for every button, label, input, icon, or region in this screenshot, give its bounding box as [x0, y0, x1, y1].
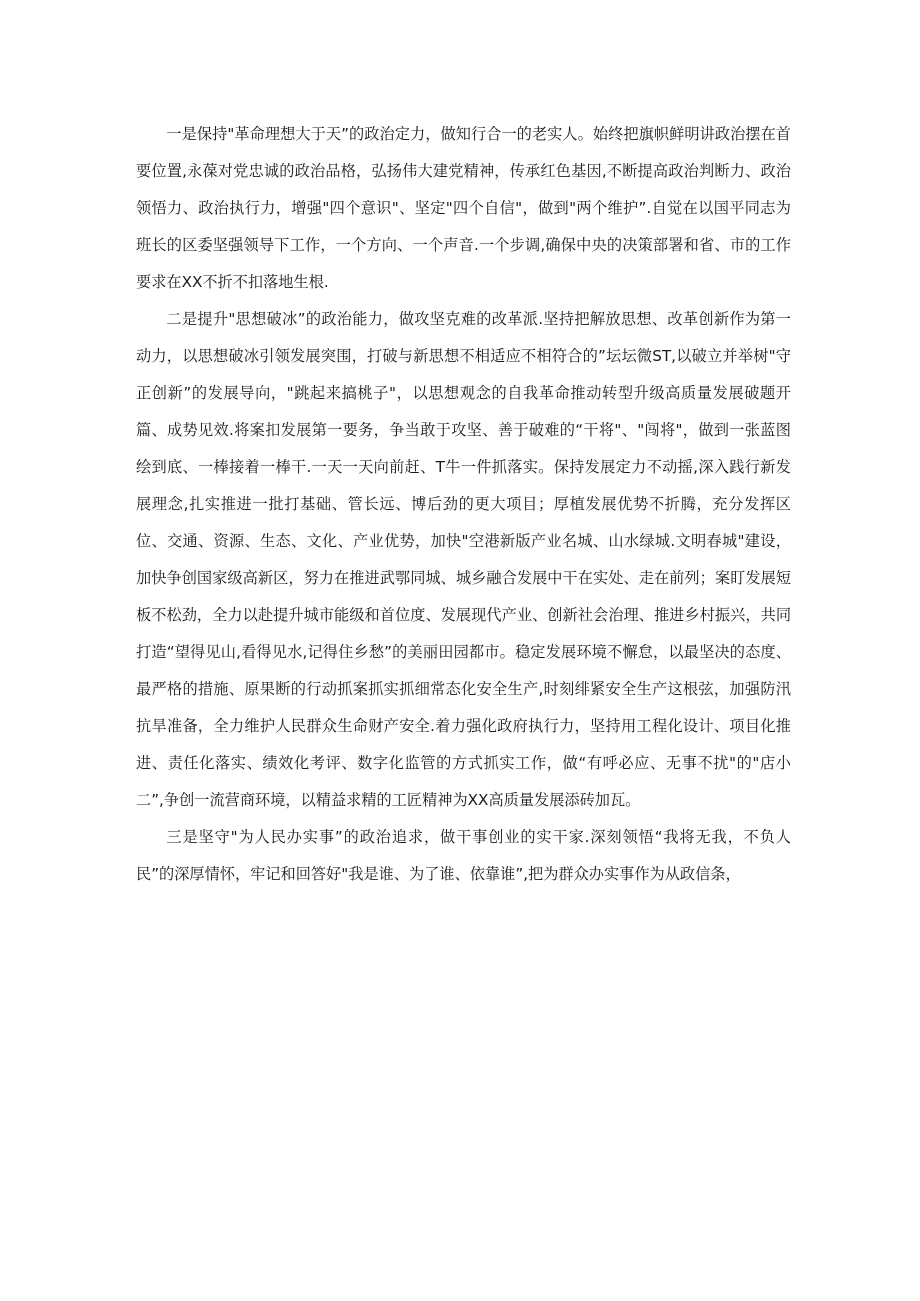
paragraph-2: 二是提升"思想破冰”的政治能力，做攻坚克难的改革派.坚持把解放思想、改革创新作为第一动力，以思想破冰引领发展突围，打破与新思想不相适应不相符合的”坛坛微ST,以破立并举树"守正创新”的发展导向，"跳起来搞桃子"，以思想观念的自我革命推动转型升级高质量发展破题开篇、成势见效.将案扣发展第一要务，争当敢于攻坚、善于破难的“干将"、"闯将"，做到一张蓝图绘到底、一棒接着一棒干.一天一天向前赶、T牛一件抓落实。保持发展定力不动摇,深入践行新发展理念,扎实推进一批打基础、管长远、博后劲的更大项目；厚植发展优势不折腾，充分发挥区位、交通、资源、生态、文化、产业优势，加快"空港新版产业名城、山水绿城.文明春城"建设，加快争创国家级高新区，努力在推进武鄂同城、城乡融合发展中干在实处、走在前列；案盯发展短板不松劲，全力以赴提升城市能级和首位度、发展现代产业、创新社会治理、推进乡村振兴，共同打造“望得见山,看得见水,记得住乡愁”的美丽田园都市。稳定发展环境不懈怠，以最坚决的态度、最严格的措施、原果断的行动抓案抓实抓细常态化安全生产,时刻绯紧安全生产这根弦，加强防汛抗旱准备，全力维护人民群众生命财产安全.着力强化政府执行力，坚持用工程化设计、项目化推进、责任化落实、绩效化考评、数字化监管的方式抓实工作，做“有呼必应、无事不扰"的"店小二”,争创一流营商环境，以精益求精的工匠精神为XX高质量发展添砖加瓦。 — [136, 310, 791, 809]
paragraph-1: 一是保持"革命理想大于天”的政治定力，做知行合一的老实人。始终把旗帜鲜明讲政治摆在首要位置,永葆对党忠诚的政治品格，弘扬伟大建党精神，传承红色基因,不断提高政治判断力、政治领悟力、政治执行力，增强"四个意识"、坚定"四个自信"，做到"两个维护”.自觉在以国平同志为班长的区委坚强领导下工作，一个方向、一个声音.一个步调,确保中央的决策部署和省、市的工作要求在XX不折不扣落地生根. — [136, 125, 791, 291]
document-body — [136, 116, 791, 893]
paragraph-3: 三是坚守"为人民办实事”的政治追求，做干事创业的实干家.深刻领悟“我将无我，不负人民”的深厚情怀，牢记和回答好"我是谁、为了谁、依靠谁”,把为群众办实事作为从政信条， — [136, 828, 791, 883]
